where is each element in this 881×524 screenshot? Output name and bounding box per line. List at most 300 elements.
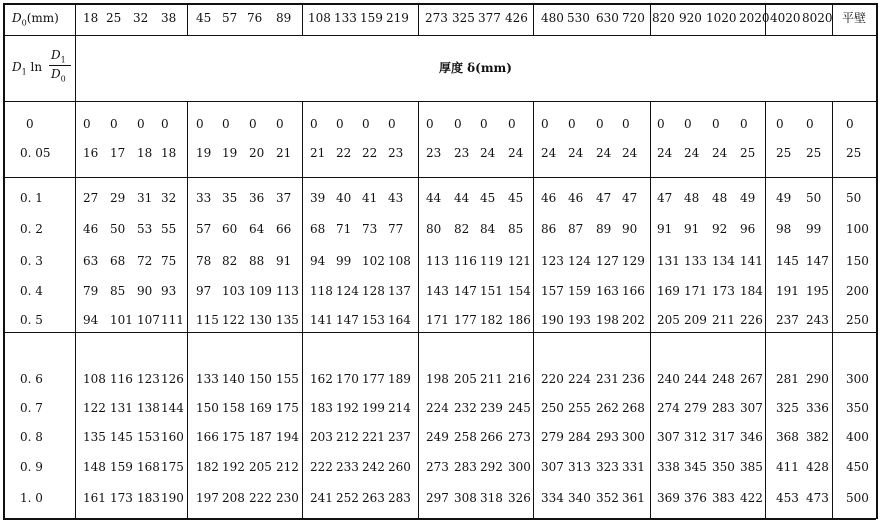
table-cell: 193 [568,313,591,327]
table-cell: 123 [137,372,160,386]
table-cell: 198 [426,372,449,386]
table-cell: 198 [596,313,619,327]
table-cell: 0 [426,117,434,131]
table-cell: 500 [846,491,869,505]
table-cell: 209 [684,313,707,327]
table-cell: 323 [596,460,619,474]
table-cell: 37 [276,191,292,205]
table-cell: 190 [161,491,184,505]
table-cell: 47 [596,191,612,205]
table-cell: 307 [740,401,763,415]
table-cell: 100 [846,222,869,236]
table-cell: 68 [310,222,326,236]
table-cell: 182 [196,460,219,474]
table-cell: 312 [684,430,707,444]
table-cell: 173 [110,491,133,505]
table-cell: 192 [336,401,359,415]
table-cell: 226 [740,313,763,327]
table-cell: 164 [388,313,411,327]
table-cell: 236 [622,372,645,386]
table-cell: 23 [426,146,442,160]
column-rule [302,101,303,519]
table-cell: 24 [508,146,524,160]
column-header: 25 [106,11,122,25]
table-cell: 0 [362,117,370,131]
column-rule [418,101,419,519]
table-cell: 245 [508,401,531,415]
table-cell: 212 [336,430,359,444]
table-cell: 186 [508,313,531,327]
column-header: 1020 [706,11,737,25]
table-cell: 94 [83,313,99,327]
table-cell: 23 [454,146,470,160]
table-cell: 224 [426,401,449,415]
table-cell: 64 [249,222,265,236]
table-cell: 57 [196,222,212,236]
table-cell: 307 [541,460,564,474]
table-cell: 283 [454,460,477,474]
table-cell: 25 [776,146,792,160]
table-cell: 39 [310,191,326,205]
table-cell: 422 [740,491,763,505]
table-cell: 240 [657,372,680,386]
table-cell: 0 [249,117,257,131]
table-cell: 205 [454,372,477,386]
table-cell: 47 [622,191,638,205]
column-rule [650,101,651,519]
table-cell: 175 [161,460,184,474]
column-header: 159 [360,11,383,25]
table-cell: 72 [137,254,153,268]
table-cell: 41 [362,191,378,205]
table-cell: 89 [596,222,612,236]
table-cell: 137 [388,284,411,298]
table-rule [3,101,876,102]
column-header: 4020 [770,11,801,25]
table-cell: 283 [388,491,411,505]
table-cell: 239 [480,401,503,415]
table-cell: 0 [110,117,118,131]
table-cell: 0 [388,117,396,131]
column-header: 377 [478,11,501,25]
table-cell: 93 [161,284,177,298]
table-cell: 163 [596,284,619,298]
table-cell: 241 [310,491,333,505]
table-cell: 208 [222,491,245,505]
table-cell: 154 [508,284,531,298]
table-cell: 60 [222,222,238,236]
table-cell: 145 [110,430,133,444]
table-cell: 194 [276,430,299,444]
table-cell: 153 [137,430,160,444]
column-header: 920 [679,11,702,25]
table-cell: 148 [83,460,106,474]
table-cell: 130 [249,313,272,327]
column-rule [765,101,766,519]
table-cell: 250 [541,401,564,415]
table-cell: 44 [426,191,442,205]
table-cell: 205 [249,460,272,474]
table-cell: 45 [508,191,524,205]
table-cell: 255 [568,401,591,415]
table-cell: 33 [196,191,212,205]
table-cell: 24 [541,146,557,160]
column-header: 133 [334,11,357,25]
table-cell: 279 [541,430,564,444]
table-cell: 101 [110,313,133,327]
column-rule [533,101,534,519]
table-cell: 308 [454,491,477,505]
column-header: 18 [83,11,99,25]
table-cell: 123 [541,254,564,268]
table-cell: 153 [362,313,385,327]
table-cell: 24 [684,146,700,160]
table-cell: 135 [83,430,106,444]
table-cell: 18 [161,146,177,160]
table-cell: 147 [454,284,477,298]
table-cell: 134 [712,254,735,268]
table-cell: 283 [712,401,735,415]
row-label: 0. 8 [20,430,43,444]
table-cell: 231 [596,372,619,386]
table-cell: 300 [508,460,531,474]
table-cell: 55 [161,222,177,236]
table-cell: 166 [196,430,219,444]
column-rule [187,101,188,519]
column-header: 480 [541,11,564,25]
table-cell: 450 [846,460,869,474]
column-header: 325 [452,11,475,25]
table-cell: 50 [846,191,862,205]
insulation-thickness-table [3,3,876,518]
table-cell: 128 [362,284,385,298]
table-cell: 293 [596,430,619,444]
table-cell: 473 [806,491,829,505]
table-cell: 90 [622,222,638,236]
row-label: 0. 3 [20,254,43,268]
table-cell: 150 [249,372,272,386]
table-cell: 50 [806,191,822,205]
table-cell: 173 [712,284,735,298]
table-cell: 267 [740,372,763,386]
table-cell: 84 [480,222,496,236]
table-cell: 191 [776,284,799,298]
table-cell: 313 [568,460,591,474]
table-cell: 177 [454,313,477,327]
table-cell: 107 [137,313,160,327]
table-cell: 143 [426,284,449,298]
table-cell: 111 [161,313,184,327]
table-cell: 382 [806,430,829,444]
table-cell: 158 [222,401,245,415]
table-cell: 325 [776,401,799,415]
table-cell: 113 [426,254,449,268]
table-cell: 40 [336,191,352,205]
table-cell: 155 [276,372,299,386]
table-cell: 80 [426,222,442,236]
table-cell: 48 [684,191,700,205]
table-cell: 169 [657,284,680,298]
table-cell: 224 [568,372,591,386]
table-cell: 195 [806,284,829,298]
table-cell: 141 [310,313,333,327]
table-cell: 36 [249,191,265,205]
table-cell: 97 [196,284,212,298]
table-rule [3,35,876,36]
table-rule [3,177,876,178]
table-cell: 385 [740,460,763,474]
column-header: 38 [161,11,177,25]
table-cell: 147 [336,313,359,327]
table-cell: 189 [388,372,411,386]
table-cell: 248 [712,372,735,386]
table-cell: 47 [657,191,673,205]
table-cell: 91 [657,222,673,236]
table-cell: 122 [222,313,245,327]
table-cell: 129 [622,254,645,268]
table-cell: 168 [137,460,160,474]
table-cell: 94 [310,254,326,268]
table-cell: 108 [83,372,106,386]
table-cell: 216 [508,372,531,386]
table-cell: 45 [480,191,496,205]
table-cell: 166 [622,284,645,298]
table-cell: 175 [222,430,245,444]
table-cell: 157 [541,284,564,298]
table-cell: 400 [846,430,869,444]
table-cell: 19 [196,146,212,160]
table-cell: 86 [541,222,557,236]
table-cell: 99 [336,254,352,268]
table-cell: 145 [776,254,799,268]
table-cell: 260 [388,460,411,474]
table-cell: 266 [480,430,503,444]
table-cell: 150 [846,254,869,268]
row-label: 0. 6 [20,372,43,386]
table-cell: 131 [110,401,133,415]
row-label: 0. 05 [20,146,51,160]
row-label: 0. 1 [20,191,43,205]
table-cell: 119 [480,254,503,268]
table-cell: 249 [426,430,449,444]
column-header: 273 [425,11,448,25]
table-cell: 368 [776,430,799,444]
table-cell: 115 [196,313,219,327]
table-cell: 50 [110,222,126,236]
table-cell: 0 [657,117,665,131]
table-cell: 32 [161,191,177,205]
column-header: 108 [308,11,331,25]
table-cell: 90 [137,284,153,298]
table-cell: 0 [568,117,576,131]
column-header: 76 [247,11,263,25]
table-cell: 279 [684,401,707,415]
column-rule [876,3,878,519]
formula-label: $D_1$ ln $D_1$ $D_0$ [12,46,82,86]
table-cell: 150 [196,401,219,415]
table-cell: 49 [740,191,756,205]
table-cell: 31 [137,191,153,205]
table-cell: 183 [137,491,160,505]
table-cell: 23 [388,146,404,160]
table-cell: 49 [776,191,792,205]
table-cell: 24 [622,146,638,160]
table-cell: 361 [622,491,645,505]
table-cell: 233 [336,460,359,474]
table-cell: 85 [508,222,524,236]
table-cell: 151 [480,284,503,298]
table-cell: 68 [110,254,126,268]
table-cell: 25 [846,146,862,160]
table-cell: 140 [222,372,245,386]
column-header: 219 [386,11,409,25]
table-cell: 63 [83,254,99,268]
table-cell: 352 [596,491,619,505]
row-label: 1. 0 [20,491,43,505]
table-cell: 242 [362,460,385,474]
table-cell: 331 [622,460,645,474]
table-cell: 24 [568,146,584,160]
row-label: 0. 9 [20,460,43,474]
table-cell: 16 [83,146,99,160]
table-cell: 77 [388,222,404,236]
table-cell: 268 [622,401,645,415]
table-cell: 48 [712,191,728,205]
table-cell: 199 [362,401,385,415]
table-cell: 121 [508,254,531,268]
table-cell: 369 [657,491,680,505]
column-header: 630 [596,11,619,25]
table-cell: 46 [541,191,557,205]
table-cell: 0 [222,117,230,131]
table-cell: 0 [480,117,488,131]
table-cell: 78 [196,254,212,268]
table-cell: 25 [740,146,756,160]
table-cell: 109 [249,284,272,298]
table-cell: 82 [454,222,470,236]
table-cell: 24 [480,146,496,160]
table-cell: 113 [276,284,299,298]
table-cell: 147 [806,254,829,268]
column-header: 57 [222,11,238,25]
table-cell: 220 [541,372,564,386]
table-cell: 88 [249,254,265,268]
table-cell: 43 [388,191,404,205]
table-cell: 326 [508,491,531,505]
table-cell: 274 [657,401,680,415]
table-cell: 19 [222,146,238,160]
table-cell: 0 [712,117,720,131]
table-cell: 232 [454,401,477,415]
table-cell: 133 [684,254,707,268]
table-cell: 258 [454,430,477,444]
table-cell: 300 [846,372,869,386]
row-label: 0 [26,117,34,131]
table-cell: 202 [622,313,645,327]
table-cell: 24 [657,146,673,160]
column-rule [187,3,188,35]
table-cell: 177 [362,372,385,386]
table-cell: 453 [776,491,799,505]
table-rule [3,3,876,5]
table-cell: 82 [222,254,238,268]
table-cell: 383 [712,491,735,505]
table-cell: 0 [508,117,516,131]
table-cell: 170 [336,372,359,386]
table-cell: 122 [83,401,106,415]
table-cell: 124 [568,254,591,268]
table-cell: 376 [684,491,707,505]
table-cell: 96 [740,222,756,236]
table-cell: 133 [196,372,219,386]
table-cell: 0 [137,117,145,131]
table-cell: 18 [137,146,153,160]
table-cell: 307 [657,430,680,444]
table-cell: 0 [684,117,692,131]
table-cell: 0 [776,117,784,131]
table-cell: 21 [310,146,326,160]
table-cell: 85 [110,284,126,298]
column-header: 45 [196,11,212,25]
table-cell: 98 [776,222,792,236]
table-cell: 0 [336,117,344,131]
table-cell: 214 [388,401,411,415]
table-cell: 53 [137,222,153,236]
table-cell: 212 [276,460,299,474]
table-cell: 20 [249,146,265,160]
table-cell: 108 [388,254,411,268]
table-cell: 237 [388,430,411,444]
table-cell: 211 [712,313,735,327]
table-cell: 244 [684,372,707,386]
table-cell: 141 [740,254,763,268]
row-label: 0. 7 [20,401,43,415]
table-cell: 184 [740,284,763,298]
table-cell: 24 [596,146,612,160]
table-cell: 281 [776,372,799,386]
thickness-header: 厚度 δ(mm) [439,61,512,75]
table-cell: 273 [426,460,449,474]
column-header: 530 [567,11,590,25]
table-cell: 21 [276,146,292,160]
table-cell: 127 [596,254,619,268]
table-cell: 300 [622,430,645,444]
table-cell: 190 [541,313,564,327]
column-header: 2020 [739,11,770,25]
table-cell: 162 [310,372,333,386]
table-cell: 297 [426,491,449,505]
table-cell: 17 [110,146,126,160]
table-cell: 0 [846,117,854,131]
table-cell: 175 [276,401,299,415]
table-cell: 334 [541,491,564,505]
table-cell: 124 [336,284,359,298]
table-cell: 144 [161,401,184,415]
column-header: 8020 [802,11,833,25]
table-cell: 0 [310,117,318,131]
table-cell: 338 [657,460,680,474]
table-cell: 22 [362,146,378,160]
table-cell: 250 [846,313,869,327]
table-cell: 73 [362,222,378,236]
table-cell: 27 [83,191,99,205]
table-cell: 350 [712,460,735,474]
table-cell: 0 [196,117,204,131]
table-cell: 0 [454,117,462,131]
column-rule [533,3,534,35]
column-rule [418,3,419,35]
table-cell: 0 [740,117,748,131]
